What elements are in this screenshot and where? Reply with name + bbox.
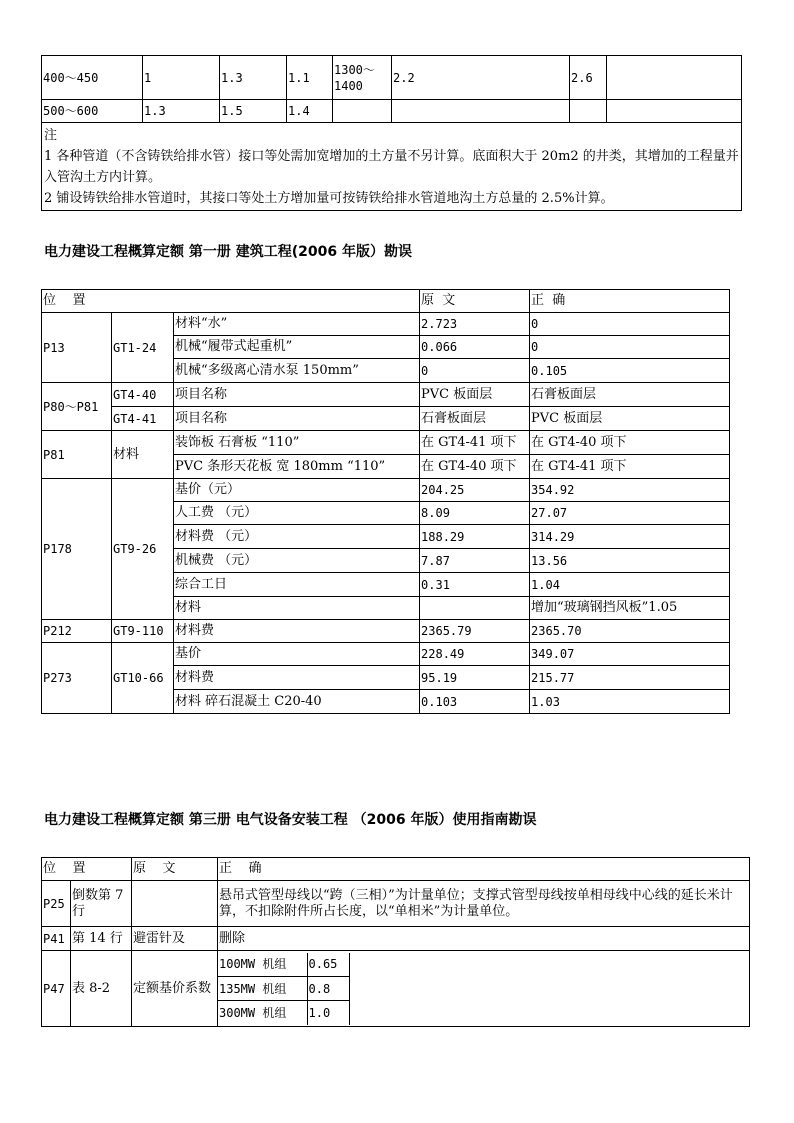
note-2: 2 铺设铸铁给排水管道时，其接口等处土方增加量可按铸铁给排水管道地沟土方总量的 2.5%计算。 bbox=[44, 190, 614, 206]
item-cell: 机械费 （元） bbox=[174, 549, 420, 573]
item-cell: 机械“履带式起重机” bbox=[174, 336, 420, 359]
code-cell: 材料 bbox=[112, 431, 174, 479]
original-cell: PVC 板面层 bbox=[420, 383, 530, 407]
table-row bbox=[42, 313, 730, 336]
page-cell: P81 bbox=[42, 431, 112, 479]
original-cell bbox=[132, 881, 218, 927]
table-row bbox=[42, 431, 730, 455]
table-row bbox=[42, 927, 750, 951]
value-cell: 1.0 bbox=[307, 1001, 349, 1025]
table-header-row bbox=[42, 858, 750, 881]
note-1: 1 各种管道（不含铸铁给排水管）接口等处需加宽增加的土方量不另计算。底面积大于 20m2 的井类，其增加的工程量并入管沟土方内计算。 bbox=[44, 148, 739, 185]
correct-cell: 0 bbox=[530, 313, 730, 336]
table-notes bbox=[42, 123, 742, 211]
page-cell: P47 bbox=[42, 951, 71, 1027]
table-cell: 1.3 bbox=[143, 100, 220, 123]
table-header-row bbox=[42, 290, 730, 313]
note-heading: 注 bbox=[44, 127, 58, 143]
original-cell: 0.31 bbox=[420, 573, 530, 597]
item-cell: 综合工日 bbox=[174, 573, 420, 597]
item-cell: 基价（元） bbox=[174, 479, 420, 502]
page-cell: P13 bbox=[42, 313, 112, 383]
page-cell: P178 bbox=[42, 479, 112, 620]
unit-cell: 300MW 机组 bbox=[218, 1001, 307, 1025]
item-cell: 材料费 bbox=[174, 666, 420, 690]
correct-cell: PVC 板面层 bbox=[530, 407, 730, 431]
original-cell: 95.19 bbox=[420, 666, 530, 690]
table-cell bbox=[570, 100, 607, 123]
table-cell: 1300～1400 bbox=[333, 56, 392, 100]
table-cell: 1 bbox=[143, 56, 220, 100]
header-location: 位 置 bbox=[42, 290, 420, 313]
page-cell: P273 bbox=[42, 643, 112, 714]
item-cell: PVC 条形天花板 宽 180mm “110” bbox=[174, 455, 420, 479]
table-row bbox=[42, 620, 730, 643]
code-cell: GT1-24 bbox=[112, 313, 174, 383]
correct-cell: 349.07 bbox=[530, 643, 730, 666]
correct-cell: 13.56 bbox=[530, 549, 730, 573]
coefficient-cell bbox=[218, 951, 750, 1027]
header-correct: 正 确 bbox=[218, 858, 750, 881]
item-cell: 项目名称 bbox=[174, 383, 420, 407]
section-title-vol3: 电力建设工程概算定额 第三册 电气设备安装工程 （2006 年版）使用指南勘误 bbox=[44, 812, 537, 828]
header-original: 原 文 bbox=[132, 858, 218, 881]
correct-cell: 在 GT4-40 项下 bbox=[530, 431, 730, 455]
original-cell: 定额基价系数 bbox=[132, 951, 218, 1027]
table-cell: 1.3 bbox=[220, 56, 287, 100]
location-cell: 第 14 行 bbox=[71, 927, 132, 951]
table-cell bbox=[392, 100, 570, 123]
page-cell: P41 bbox=[42, 927, 71, 951]
table-cell: 1.4 bbox=[287, 100, 333, 123]
item-cell: 材料 bbox=[174, 597, 420, 620]
code-cell: GT4-40 bbox=[112, 383, 174, 407]
correct-cell: 1.03 bbox=[530, 690, 730, 714]
item-cell: 装饰板 石膏板 “110” bbox=[174, 431, 420, 455]
correct-cell: 354.92 bbox=[530, 479, 730, 502]
errata-table-vol3 bbox=[41, 857, 750, 1027]
item-cell: 材料费 bbox=[174, 620, 420, 643]
table-cell: 1.5 bbox=[220, 100, 287, 123]
item-cell: 基价 bbox=[174, 643, 420, 666]
correct-cell: 314.29 bbox=[530, 525, 730, 549]
header-original: 原 文 bbox=[420, 290, 530, 313]
correct-cell: 增加“玻璃钢挡风板”1.05 bbox=[530, 597, 730, 620]
errata-table-vol1 bbox=[41, 289, 730, 714]
section-title-vol1: 电力建设工程概算定额 第一册 建筑工程(2006 年版）勘误 bbox=[44, 244, 412, 260]
item-cell: 项目名称 bbox=[174, 407, 420, 431]
item-cell: 材料费 （元） bbox=[174, 525, 420, 549]
correct-cell: 2365.70 bbox=[530, 620, 730, 643]
original-cell: 7.87 bbox=[420, 549, 530, 573]
original-cell: 避雷针及 bbox=[132, 927, 218, 951]
original-cell: 8.09 bbox=[420, 502, 530, 525]
earthwork-table bbox=[41, 55, 742, 211]
value-cell: 0.8 bbox=[307, 977, 349, 1001]
unit-cell: 135MW 机组 bbox=[218, 977, 307, 1001]
original-cell: 2365.79 bbox=[420, 620, 530, 643]
value-cell: 0.65 bbox=[307, 953, 349, 977]
table-row bbox=[42, 643, 730, 666]
code-cell: GT9-110 bbox=[112, 620, 174, 643]
original-cell bbox=[420, 597, 530, 620]
item-cell: 人工费 （元） bbox=[174, 502, 420, 525]
code-cell: GT4-41 bbox=[112, 407, 174, 431]
item-cell: 材料“水” bbox=[174, 313, 420, 336]
table-row bbox=[42, 407, 730, 431]
original-cell: 228.49 bbox=[420, 643, 530, 666]
table-row bbox=[42, 383, 730, 407]
original-cell: 在 GT4-41 项下 bbox=[420, 431, 530, 455]
table-row bbox=[42, 100, 742, 123]
correct-cell: 27.07 bbox=[530, 502, 730, 525]
table-notes-row bbox=[42, 123, 742, 211]
original-cell: 0 bbox=[420, 359, 530, 383]
table-row bbox=[42, 479, 730, 502]
coefficient-table bbox=[218, 953, 350, 1025]
table-cell bbox=[333, 100, 392, 123]
table-row bbox=[42, 56, 742, 100]
correct-cell: 1.04 bbox=[530, 573, 730, 597]
correct-cell: 0.105 bbox=[530, 359, 730, 383]
table-row bbox=[218, 977, 349, 1001]
location-cell: 表 8-2 bbox=[71, 951, 132, 1027]
correct-cell: 在 GT4-41 项下 bbox=[530, 455, 730, 479]
correct-cell: 石膏板面层 bbox=[530, 383, 730, 407]
table-row bbox=[42, 951, 750, 1027]
table-cell: 2.2 bbox=[392, 56, 570, 100]
header-correct: 正 确 bbox=[530, 290, 730, 313]
table-cell: 400～450 bbox=[42, 56, 143, 100]
correct-cell: 0 bbox=[530, 336, 730, 359]
table-cell: 2.6 bbox=[570, 56, 607, 100]
original-cell: 0.066 bbox=[420, 336, 530, 359]
item-cell: 机械“多级离心清水泵 150mm” bbox=[174, 359, 420, 383]
table-cell bbox=[607, 100, 742, 123]
original-cell: 0.103 bbox=[420, 690, 530, 714]
original-cell: 204.25 bbox=[420, 479, 530, 502]
table-cell: 500～600 bbox=[42, 100, 143, 123]
table-row bbox=[218, 953, 349, 977]
original-cell: 在 GT4-40 项下 bbox=[420, 455, 530, 479]
header-location: 位 置 bbox=[42, 858, 132, 881]
page-cell: P25 bbox=[42, 881, 71, 927]
location-cell: 倒数第 7 行 bbox=[71, 881, 132, 927]
table-row bbox=[42, 881, 750, 927]
page-cell: P212 bbox=[42, 620, 112, 643]
item-cell: 材料 碎石混凝土 C20-40 bbox=[174, 690, 420, 714]
unit-cell: 100MW 机组 bbox=[218, 953, 307, 977]
original-cell: 188.29 bbox=[420, 525, 530, 549]
code-cell: GT9-26 bbox=[112, 479, 174, 620]
table-row bbox=[218, 1001, 349, 1025]
code-cell: GT10-66 bbox=[112, 643, 174, 714]
correct-cell: 215.77 bbox=[530, 666, 730, 690]
table-cell: 1.1 bbox=[287, 56, 333, 100]
page-cell: P80～P81 bbox=[42, 383, 112, 431]
correct-cell: 悬吊式管型母线以“跨（三相）”为计量单位；支撑式管型母线按单相母线中心线的延长米计算，不扣除附件所占长度，以“单相米”为计量单位。 bbox=[218, 881, 750, 927]
original-cell: 2.723 bbox=[420, 313, 530, 336]
table-cell bbox=[607, 56, 742, 100]
correct-cell: 删除 bbox=[218, 927, 750, 951]
original-cell: 石膏板面层 bbox=[420, 407, 530, 431]
